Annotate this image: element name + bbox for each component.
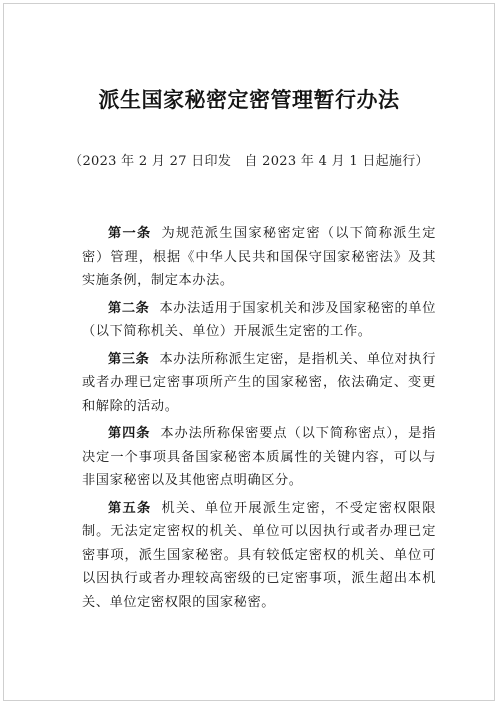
article-text: 本办法所称保密要点（以下简称密点），是指决定一个事项具备国家秘密本质属性的关键内容，可以与非国家秘密以及其他密点明确区分。 — [82, 426, 436, 488]
article-heading: 第四条 — [108, 426, 151, 441]
article-heading: 第一条 — [108, 226, 152, 241]
document-page — [3, 3, 495, 701]
article-text: 为规范派生国家秘密定密（以下简称派生定密）管理，根据《中华人民共和国保守国家秘密法》及其实施条例，制定本办法。 — [82, 226, 436, 288]
article-heading: 第五条 — [108, 500, 152, 516]
document-body — [82, 222, 436, 618]
article-text: 本办法所称派生定密，是指机关、单位对执行或者办理已定密事项所产生的国家秘密，依法确定、变更和解除的活动。 — [82, 351, 436, 414]
article-4 — [82, 422, 436, 493]
article-heading: 第二条 — [108, 300, 150, 316]
article-text: 机关、单位开展派生定密，不受定密权限限制。无法定定密权的机关、单位可以因执行或者办理已定密事项，派生国家秘密。具有较低定密权的机关、单位可以因执行或者办理较高密级的已定密事项，派生超出本机关、单位定密权限的国家秘密。 — [82, 500, 436, 610]
document-dateline: （2023 年 2 月 27 日印发 自 2023 年 4 月 1 日起施行） — [69, 154, 429, 169]
article-2 — [82, 297, 436, 344]
article-heading: 第三条 — [108, 351, 150, 367]
article-text: 本办法适用于国家机关和涉及国家秘密的单位（以下简称机关、单位）开展派生定密的工作。 — [82, 300, 436, 339]
article-1 — [82, 222, 436, 293]
document-title: 派生国家秘密定密管理暂行办法 — [98, 87, 400, 112]
article-5 — [82, 497, 436, 615]
article-3 — [82, 348, 436, 419]
